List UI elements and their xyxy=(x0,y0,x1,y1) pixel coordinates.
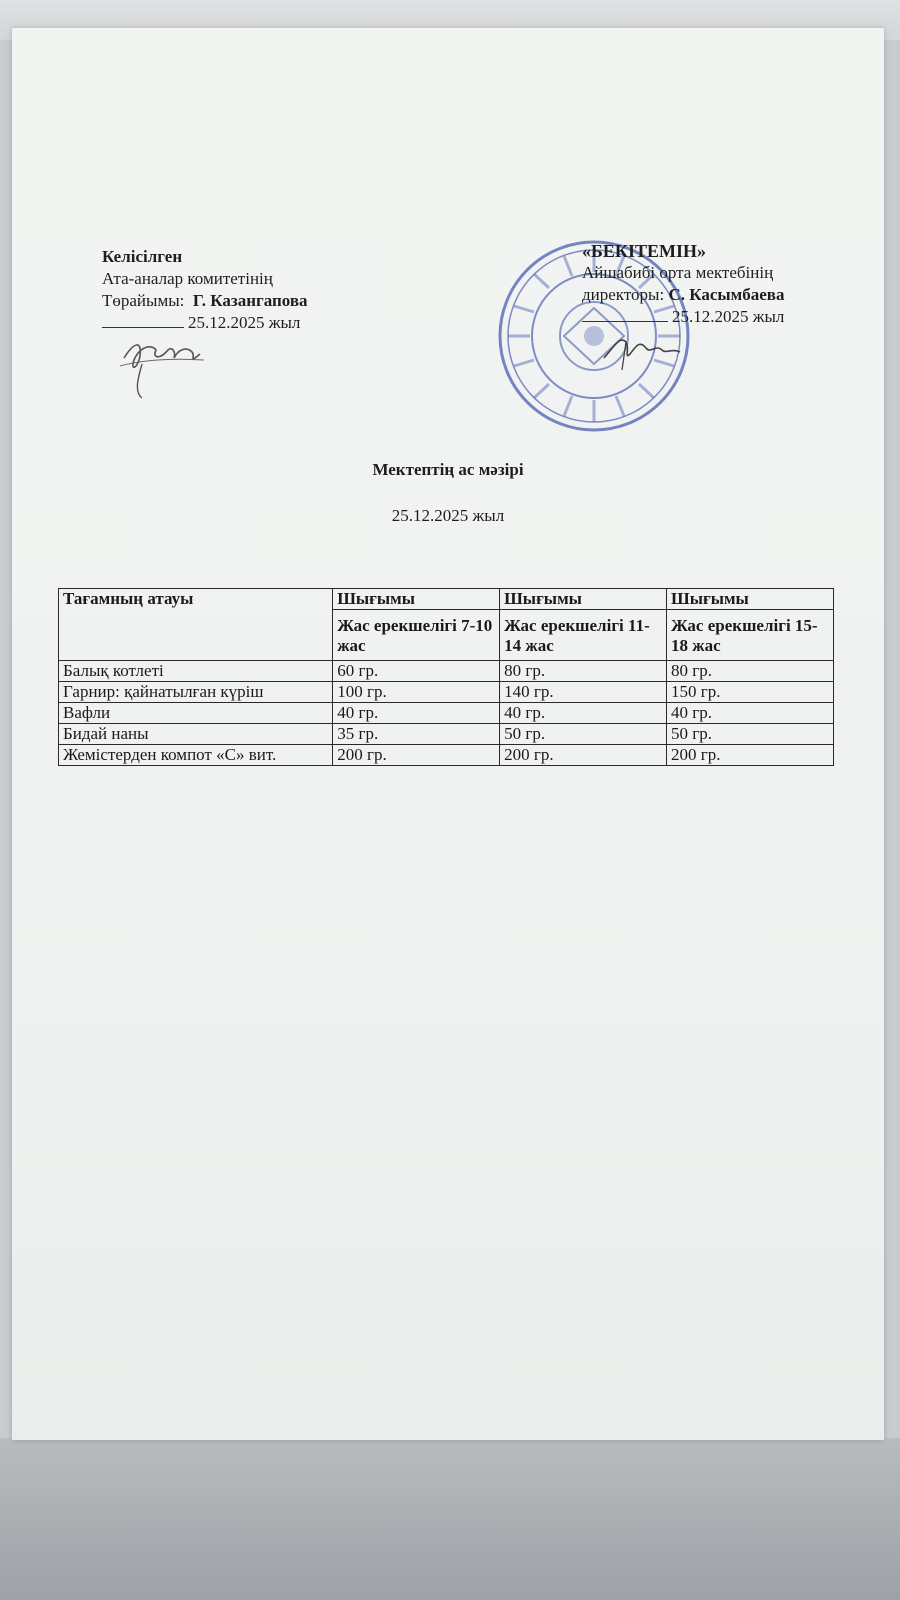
table-row xyxy=(59,745,834,766)
cell-yield: 40 гр. xyxy=(333,703,500,724)
cell-dish: Гарнир: қайнатылған күріш xyxy=(59,682,333,703)
header-yield-1: Шығымы xyxy=(333,589,500,610)
cell-yield: 80 гр. xyxy=(500,661,667,682)
cell-dish: Балық котлеті xyxy=(59,661,333,682)
background-surface-bottom xyxy=(0,1438,900,1600)
approval-left-chair-line xyxy=(102,290,462,312)
approval-left-heading: Келісілген xyxy=(102,247,183,266)
table-row xyxy=(59,682,834,703)
cell-yield: 35 гр. xyxy=(333,724,500,745)
document-title: Мектептің ас мәзірі xyxy=(372,460,524,479)
approval-left-role: Төрайымы: xyxy=(102,291,185,310)
approval-right-director-line xyxy=(582,284,882,306)
approval-left-committee: Ата-аналар комитетінің xyxy=(102,269,273,288)
cell-yield: 50 гр. xyxy=(500,724,667,745)
document-date: 25.12.2025 жыл xyxy=(391,506,505,525)
approval-right-name: С. Касымбаева xyxy=(668,285,785,304)
cell-yield: 200 гр. xyxy=(333,745,500,766)
approval-right-block xyxy=(582,240,882,328)
approval-left-name: Г. Казангапова xyxy=(192,291,308,310)
subheader-age-15-18: Жас ерекшелігі 15-18 жас xyxy=(667,610,834,661)
approval-right-date: 25.12.2025 жыл xyxy=(672,307,785,326)
approval-left-date: 25.12.2025 жыл xyxy=(188,313,301,332)
cell-dish: Жемістерден компот «С» вит. xyxy=(59,745,333,766)
header-yield-3: Шығымы xyxy=(667,589,834,610)
cell-yield: 60 гр. xyxy=(333,661,500,682)
cell-yield: 80 гр. xyxy=(667,661,834,682)
table-row xyxy=(59,661,834,682)
cell-yield: 200 гр. xyxy=(667,745,834,766)
signature-right-image xyxy=(596,324,686,374)
header-yield-2: Шығымы xyxy=(500,589,667,610)
cell-dish: Бидай наны xyxy=(59,724,333,745)
approval-right-role: директоры: xyxy=(582,285,665,304)
cell-yield: 200 гр. xyxy=(500,745,667,766)
cell-yield: 40 гр. xyxy=(667,703,834,724)
menu-table xyxy=(58,588,834,766)
signature-line-right xyxy=(582,321,668,322)
table-row xyxy=(59,724,834,745)
cell-yield: 50 гр. xyxy=(667,724,834,745)
cell-yield: 150 гр. xyxy=(667,682,834,703)
approval-right-heading: «БЕКІТЕМІН» xyxy=(582,241,706,261)
cell-dish: Вафли xyxy=(59,703,333,724)
subheader-age-7-10: Жас ерекшелігі 7-10 жас xyxy=(333,610,500,661)
signature-left-image xyxy=(112,320,212,400)
cell-yield: 40 гр. xyxy=(500,703,667,724)
table-header-row xyxy=(59,589,834,610)
header-dish-name: Тағамның атауы xyxy=(59,589,333,661)
subheader-age-11-14: Жас ерекшелігі 11-14 жас xyxy=(500,610,667,661)
table-row xyxy=(59,703,834,724)
document-page xyxy=(12,28,884,1440)
cell-yield: 140 гр. xyxy=(500,682,667,703)
cell-yield: 100 гр. xyxy=(333,682,500,703)
approval-right-school: Айшабибі орта мектебінің xyxy=(582,263,774,282)
